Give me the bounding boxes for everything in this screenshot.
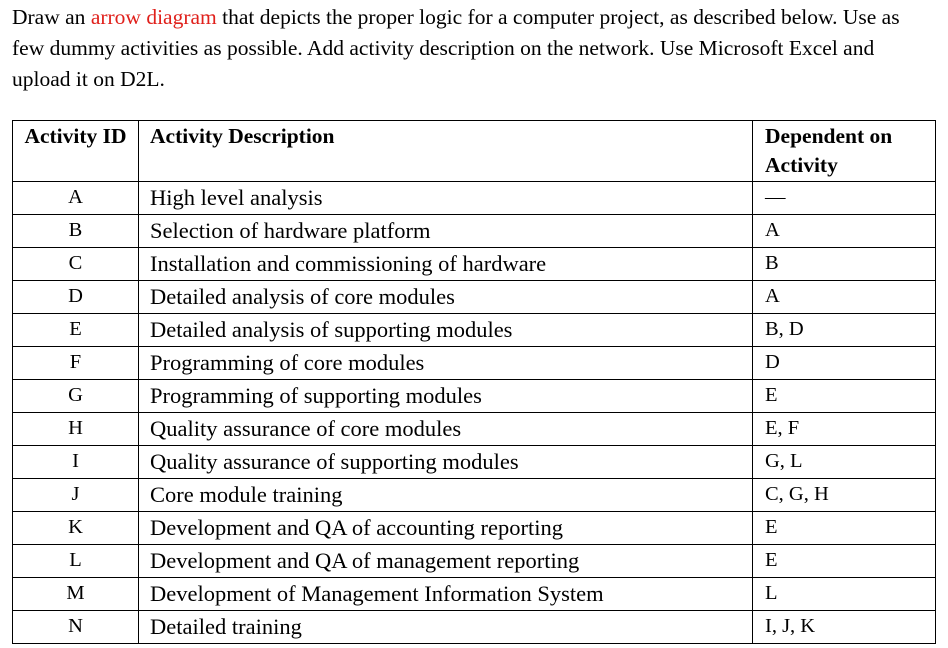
activity-id-cell: G: [13, 380, 139, 413]
dependent-on-cell: E: [753, 512, 936, 545]
table-row: [13, 578, 936, 611]
table-row: [13, 611, 936, 644]
activity-id-cell: L: [13, 545, 139, 578]
table-header-row: [13, 121, 936, 182]
dependent-on-cell: G, L: [753, 446, 936, 479]
table-row: [13, 314, 936, 347]
dependent-on-cell: I, J, K: [753, 611, 936, 644]
activity-description-cell: Selection of hardware platform: [139, 215, 753, 248]
dependent-on-cell: B: [753, 248, 936, 281]
dependent-on-cell: C, G, H: [753, 479, 936, 512]
header-activity-id: Activity ID: [13, 121, 139, 182]
table-row: [13, 347, 936, 380]
dependent-on-cell: D: [753, 347, 936, 380]
activity-description-cell: Development and QA of accounting reporting: [139, 512, 753, 545]
table-row: [13, 446, 936, 479]
activity-description-cell: Programming of core modules: [139, 347, 753, 380]
assignment-instructions: [12, 2, 932, 95]
activity-id-cell: K: [13, 512, 139, 545]
activity-description-cell: Detailed analysis of supporting modules: [139, 314, 753, 347]
activity-id-cell: C: [13, 248, 139, 281]
activity-description-cell: Installation and commissioning of hardware: [139, 248, 753, 281]
activity-id-cell: I: [13, 446, 139, 479]
dependent-on-cell: B, D: [753, 314, 936, 347]
activity-description-cell: Development of Management Information System: [139, 578, 753, 611]
dependent-on-cell: —: [753, 182, 936, 215]
activity-id-cell: J: [13, 479, 139, 512]
table-row: [13, 380, 936, 413]
activity-id-cell: H: [13, 413, 139, 446]
dependent-on-cell: L: [753, 578, 936, 611]
activity-id-cell: N: [13, 611, 139, 644]
activity-description-cell: High level analysis: [139, 182, 753, 215]
activity-id-cell: A: [13, 182, 139, 215]
dependent-on-cell: E, F: [753, 413, 936, 446]
activity-id-cell: E: [13, 314, 139, 347]
table-row: [13, 413, 936, 446]
header-dependent-on: Dependent on Activity: [753, 121, 936, 182]
dependent-on-cell: E: [753, 380, 936, 413]
table-row: [13, 512, 936, 545]
table-row: [13, 545, 936, 578]
instructions-highlight: arrow diagram: [90, 5, 217, 29]
activity-id-cell: D: [13, 281, 139, 314]
instructions-text-start: Draw an: [12, 5, 91, 29]
table-row: [13, 215, 936, 248]
header-activity-description: Activity Description: [139, 121, 753, 182]
activity-description-cell: Programming of supporting modules: [139, 380, 753, 413]
table-row: [13, 281, 936, 314]
activities-table: [12, 120, 936, 644]
activity-description-cell: Detailed analysis of core modules: [139, 281, 753, 314]
activity-id-cell: B: [13, 215, 139, 248]
activity-description-cell: Quality assurance of core modules: [139, 413, 753, 446]
table-body: [13, 182, 936, 644]
activity-id-cell: F: [13, 347, 139, 380]
activity-description-cell: Core module training: [139, 479, 753, 512]
table-row: [13, 248, 936, 281]
activity-id-cell: M: [13, 578, 139, 611]
activity-description-cell: Detailed training: [139, 611, 753, 644]
dependent-on-cell: A: [753, 281, 936, 314]
table-row: [13, 182, 936, 215]
dependent-on-cell: A: [753, 215, 936, 248]
table-row: [13, 479, 936, 512]
dependent-on-cell: E: [753, 545, 936, 578]
instructions-text-end: that depicts the proper logic for a computer project, as described below. Use as few dummy activities as possible. Add activity description on the network. Use Microsoft Excel and upload it on D2L.: [12, 5, 900, 91]
activity-description-cell: Quality assurance of supporting modules: [139, 446, 753, 479]
activity-description-cell: Development and QA of management reporting: [139, 545, 753, 578]
